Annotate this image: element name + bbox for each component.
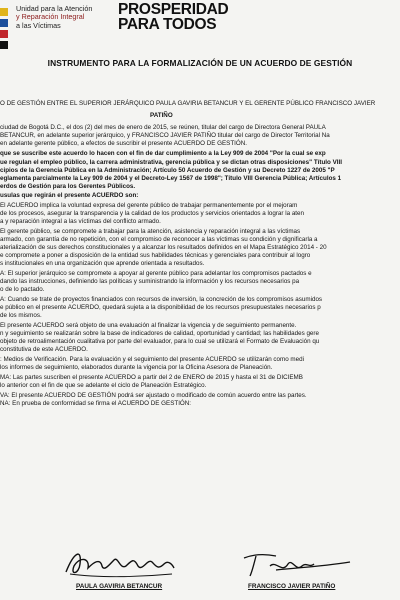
document-line: aterialización de sus derechos constitucionales y a alcanzar los resultados definidos en el Mapa Estratégico 2014 - 20 — [0, 244, 327, 251]
document-line: de los mismos. — [0, 312, 42, 319]
document-line: El ACUERDO implica la voluntad expresa del gerente público de trabajar permanentemente por el mejoram — [0, 202, 298, 209]
document-line: objeto de retroalimentación cualitativa por parte del evaluador, para lo cual se utilizará el Formato de Evaluación qu — [0, 338, 320, 345]
document-line: en adelante gerente público, a efectos de suscribir el presente ACUERDO DE GESTIÓN. — [0, 140, 247, 147]
document-line: cipios de la Gerencia Pública en la Administración; Artículo 50 Acuerdo de Gestión y su Decreto 1227 de 2005 "P — [0, 167, 335, 174]
signature-name-right: FRANCISCO JAVIER PATIÑO — [248, 583, 336, 590]
document-line: O DE GESTIÓN ENTRE EL SUPERIOR JERÁRQUICO PAULA GAVIRIA BETANCUR Y EL GERENTE PÚBLICO FRANCISCO JAVIER — [0, 100, 376, 107]
document-line: lo anterior con el fin de que se adelante el ciclo de Planeación Estratégico. — [0, 382, 207, 389]
document-line: usulas que regirán el presente ACUERDO son: — [0, 192, 139, 199]
document-line: ciudad de Bogotá D.C., el dos (2) del mes de enero de 2015, se reúnen, titular del cargo de Directora General PAULA — [0, 124, 326, 131]
signature-name-left: PAULA GAVIRIA BETANCUR — [76, 583, 163, 590]
document-line: VA: El presente ACUERDO DE GESTIÓN podrá ser ajustado o modificado de común acuerdo entre las partes. — [0, 392, 307, 399]
document-line: A: El superior jerárquico se compromete a apoyar al gerente público para adelantar los compromisos pactados e — [0, 270, 312, 277]
logo-line-1: Unidad para la Atención — [16, 4, 93, 13]
prosperidad-line-1: PROSPERIDAD — [118, 1, 229, 18]
document-line: constitutiva de este ACUERDO. — [0, 346, 88, 353]
document-line: n y seguimiento se realizarán sobre la base de indicadores de calidad, oportunidad y cantidad; las habilidades gere — [0, 330, 319, 337]
document-line: MA: Las partes suscriben el presente ACUERDO a partir del 2 de ENERO de 2015 y hasta el 31 de DICIEMB — [0, 374, 303, 381]
document-line: El gerente público, se compromete a trabajar para la atención, asistencia y reparación integral a las víctimas — [0, 228, 301, 235]
document-line: s institucionales en una organización que aprende orientada a resultados. — [0, 260, 205, 267]
signature-paula-gaviria — [60, 544, 180, 580]
logo-text — [16, 5, 92, 30]
document-line: erdos de Gestión para los Gerentes Públicos. — [0, 183, 136, 190]
document-line: o de lo pactado. — [0, 286, 45, 293]
document-line: : Medios de Verificación. Para la evaluación y el seguimiento del presente ACUERDO se utilizarán como medi — [0, 356, 304, 363]
unidad-victimas-logo — [0, 2, 118, 54]
logo-mark-icon — [0, 6, 12, 52]
document-line: ue regulan el empleo público, la carrera administrativa, gerencia pública y se dictan otras disposiciones" Título VIII — [0, 159, 342, 166]
document-line: armado, con garantía de no repetición, con el compromiso de reconocer a las víctimas su condición y dignificarla a — [0, 236, 318, 243]
document-line: que se suscribe este acuerdo lo hacen con el fin de dar cumplimiento a la Ley 909 de 2004 "Por la cual se exp — [0, 150, 326, 157]
document-line: PATIÑO — [150, 112, 173, 119]
document-line: e compromete a poner a disposición de la entidad sus habilidades técnicas y gerenciales para contribuir al logro — [0, 252, 311, 259]
document-line: a y reparación integral a las víctimas del conflicto armado. — [0, 218, 161, 225]
logo-line-3: a las Víctimas — [16, 20, 61, 30]
document-line: e público en el presente ACUERDO, quedará sujeta a la disponibilidad de los recursos presupuestales necesarios p — [0, 304, 321, 311]
document-line: de los procesos, asegurar la transparencia y la calidad de los productos y servicios orientados a lograr la aten — [0, 210, 304, 217]
document-line: eglamenta parcialmente la Ley 909 de 2004 y el Decreto-Ley 1567 de 1998"; Título VIII Gerencia Pública; Artículos 1 — [0, 175, 342, 182]
document-line: los informes de seguimiento, elaborados durante la vigencia por la Oficina Asesora de Planeación. — [0, 364, 273, 371]
document-line: NA: En prueba de conformidad se firma el ACUERDO DE GESTIÓN: — [0, 400, 192, 407]
prosperidad-line-2: PARA TODOS — [118, 16, 217, 33]
signature-francisco-patino — [236, 546, 356, 580]
page-header — [0, 0, 400, 56]
prosperidad-logo — [118, 2, 228, 32]
logo-line-2: y Reparación Integral — [16, 12, 85, 22]
document-line: dando las instrucciones, definiendo las políticas y suministrando la información y los recursos necesarios pa — [0, 278, 300, 285]
document-title: INSTRUMENTO PARA LA FORMALIZACIÓN DE UN ACUERDO DE GESTIÓN — [47, 58, 353, 68]
document-line: El presente ACUERDO será objeto de una evaluación al finalizar la vigencia y de seguimiento permanente. — [0, 322, 297, 329]
document-line: A: Cuando se trate de proyectos financiados con recursos de inversión, la concreción de los compromisos asumidos — [0, 296, 323, 303]
document-line: BETANCUR, en adelante superior jerárquico, y FRANCISCO JAVIER PATIÑO titular del cargo de Director Territorial Na — [0, 132, 330, 139]
